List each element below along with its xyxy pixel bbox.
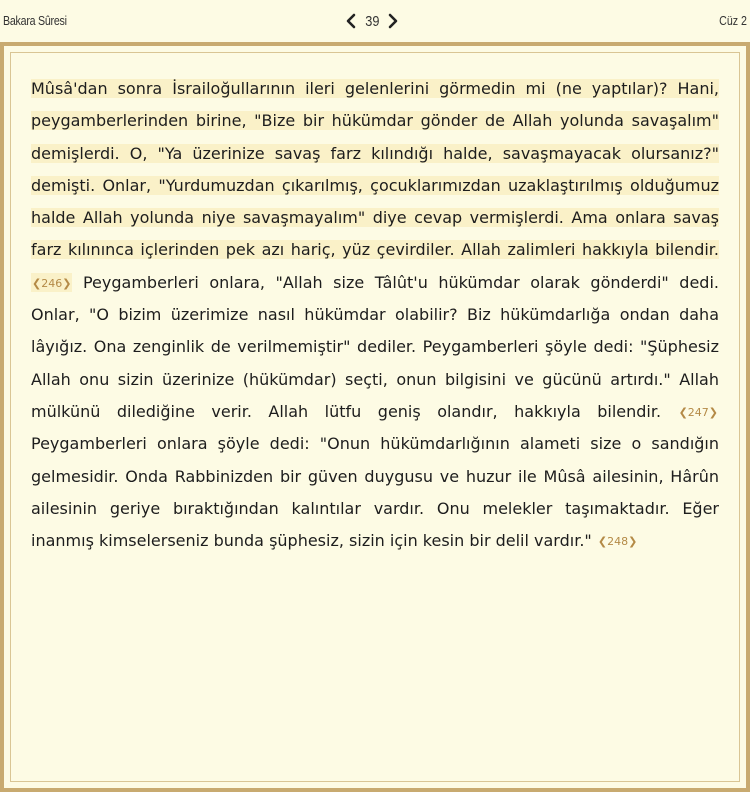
verse-number: 246: [41, 276, 63, 290]
verse-text: Peygamberleri onlara şöyle dedi: "Onun hükümdarlığının alameti size o sandığın gelmesidir. Onda Rabbinizden bir güven duygusu ve huzur ile Mûsâ ailesinin, Hârûn ailesinin geriye bıraktığından kalıntılar vardır. Onu melekler taşımaktadır. Eğer inanmış kimselerseniz bunda şüphesiz, sizin için kesin bir delil vardır.": [31, 434, 719, 551]
verse-248[interactable]: [31, 434, 719, 550]
verse-247[interactable]: [31, 273, 719, 421]
surah-name: Bakara Sûresi: [3, 13, 67, 28]
verse-text: Mûsâ'dan sonra İsrailoğullarının ileri gelenlerini görmedin mi (ne yaptılar)? Hani, peygamberlerinden birine, "Bize bir hükümdar gönder de Allah yolunda savaşalım" demişlerdi. O, "Ya üzerinize savaş farz kılındığı halde, savaşmayacak olursanız?" demişti. Onlar, "Yurdumuzdan çıkarılmış, çocuklarımızdan uzaklaştırılmış olduğumuz halde Allah yolunda niye savaşmayalım" diye cevap vermişlerdi. Ama onlara savaş farz kılınınca içlerinden pek azı hariç, yüz çevirdiler. Allah zalimleri hakkıyla bilendir.: [31, 79, 719, 260]
chevron-right-icon: [388, 13, 398, 29]
verse-number: 248: [607, 535, 629, 549]
page-navigation: [344, 9, 400, 33]
page-number: 39: [364, 12, 380, 30]
verse-number-marker: ❮248❯: [597, 535, 638, 549]
chevron-left-icon: [346, 13, 356, 29]
prev-page-button[interactable]: [344, 11, 358, 31]
verse-text: Peygamberleri onlara, "Allah size Tâlût'u hükümdar olarak gönderdi" dedi. Onlar, "O bizim üzerimize nasıl hükümdar olabilir? Biz hükümdarlığa ondan daha lâyığız. Ona zenginlik de verilmemiştir" dediler. Peygamberleri şöyle dedi: "Şüphesiz Allah onu sizin üzerinize (hükümdar) seçti, onun bilgisini ve gücünü artırdı." Allah mülkünü dilediğine verir. Allah lütfu geniş olandır, hakkıyla bilendir.: [31, 272, 719, 421]
verse-number-marker: ❮246❯: [32, 276, 72, 290]
verse-246[interactable]: [31, 79, 719, 292]
top-bar: [0, 0, 750, 42]
verse-number: 247: [687, 405, 709, 419]
page-content: [31, 73, 719, 557]
verse-number-marker: ❮247❯: [678, 405, 718, 419]
juz-name: Cüz 2: [719, 13, 747, 28]
next-page-button[interactable]: [386, 11, 400, 31]
